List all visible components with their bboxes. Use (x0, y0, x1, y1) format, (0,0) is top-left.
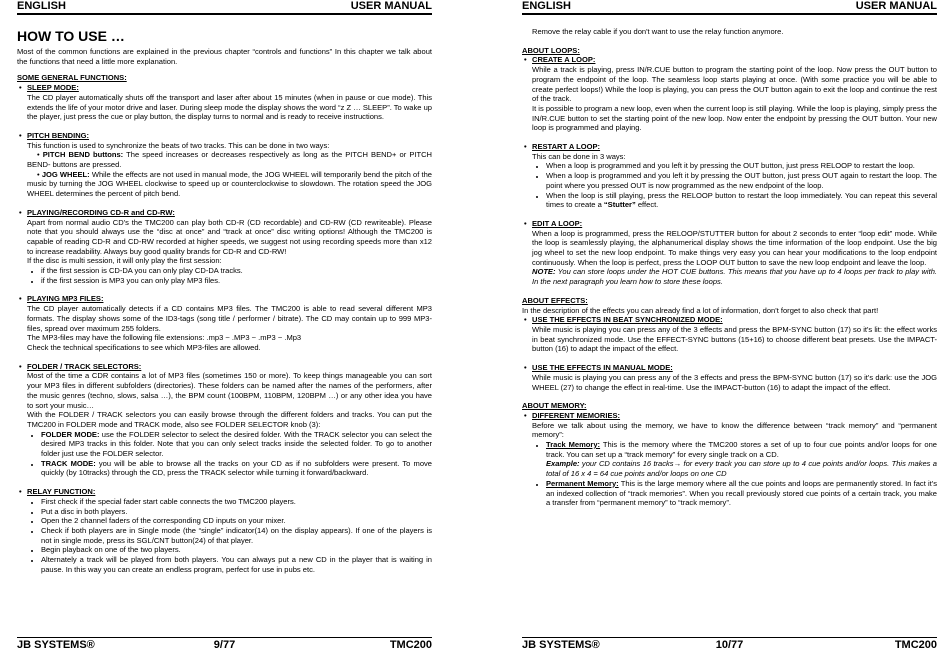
right-page (522, 0, 937, 654)
restart-item-3-text: When the loop is still playing, press the RELOOP button to restart the loop immediately. You can repeat this several times to create a (546, 190, 937, 210)
section-heading-effects: ABOUT EFFECTS: (522, 295, 588, 305)
create-loop-text-2: It is possible to program a new loop, even when the current loop is still playing. While the loop is playing, simply press the IN/R.CUE button to set the starting point of the new loop. Now enter the endpoint by pressing the OUT button. Your new loop is programmed and playing. (532, 103, 937, 133)
list-item: • Put a disc in both players. (41, 507, 432, 517)
edit-loop-text: When a loop is programmed, press the RELOOP/STUTTER button for about 2 seconds to enter “loop edit” mode. While the loop is seamlessly playing, the alphanumerical display shows the time information of the loop endpoint. Use the big jog wheel to set the new loop endpoint. To make things very easy you can hear your modifications to the loop endpoint continuously. When the loop is perfect, press the LOOP OUT button to save the new loop endpoint and leave the loop. (532, 228, 937, 267)
track-memory-text: This is the memory where the TMC200 stores a set of up to four cue points and/or loops for one track. You can set up a “track memory” for every single track on a CD. (546, 440, 937, 459)
list-item (41, 459, 432, 478)
subheading-different-memories: • DIFFERENT MEMORIES: (522, 411, 937, 421)
footer-model: TMC200 (894, 639, 937, 651)
header-manual-title: USER MANUAL (350, 0, 432, 12)
stutter-label: “Stutter” (603, 200, 636, 210)
list-item: • Begin playback on one of the two players. (41, 545, 432, 555)
restart-item-3-end: effect. (635, 200, 659, 210)
list-item: • Open the 2 channel faders of the corresponding CD inputs on your mixer. (41, 516, 432, 526)
header-language: ENGLISH (17, 0, 66, 12)
subheading-folder: • FOLDER / TRACK SELECTORS: (17, 362, 432, 372)
page-footer (522, 637, 937, 652)
subheading-manual-mode: • USE THE EFFECTS IN MANUAL MODE: (522, 363, 937, 373)
note-label: NOTE: (532, 267, 556, 277)
mp3-text-3: Check the technical specifications to see which MP3-files are allowed. (27, 342, 261, 352)
cd-list (17, 266, 432, 285)
manual-mode-text: While music is playing you can press any of the 3 effects and press the BPM-SYNC button (17) so it's dark: use the JOG WHEEL (27) to change the effect in real-time. Use the IMPACT-button (16) to adapt the impact of the effect. (532, 372, 937, 392)
track-mode-label: TRACK MODE: (41, 458, 96, 468)
folder-mode-text: use the FOLDER selector to select the desired folder. With the TRACK selector you can select the desired MP3 tracks in this folder. Note that you can only select tracks inside the selected folder. To go to another folder just use the FOLDER selector. (41, 429, 432, 459)
memory-list (522, 440, 937, 508)
folder-text-2: With the FOLDER / TRACK selectors you can easily browse through the different folders and tracks. You can put the TMC200 in FOLDER mode and TRACK mode, also see FOLDER SELECTOR knob (3): (27, 410, 432, 429)
track-memory-label: Track Memory: (546, 440, 601, 450)
example-label: Example: (546, 459, 580, 469)
pitch-bullet-buttons-label: PITCH BEND buttons: (42, 150, 124, 160)
pitch-bullet-jog-text: While the effects are not used in manual mode, the JOG WHEEL will temporarily bend the pitch of the music by turning the JOG WHEEL clockwise to speed up or counterclockwise to slowdown. The rotation speed the JOG WHEEL determines the percent of pitch bend. (27, 169, 432, 199)
subheading-restart-loop: • RESTART A LOOP: (522, 142, 937, 152)
pitch-bullet-buttons-text: The speed increases or decreases respectively as long as the PITCH BEND+ or PITCH BEND- buttons are pressed. (27, 150, 432, 170)
footer-page-number: 9/77 (213, 639, 236, 651)
mp3-text: The CD player automatically detects if a CD contains MP3 files. The TMC200 is able to read several different MP3 formats. The display shows some of the ID3-tags (song title / performer / bitrate). The CD may contain up to 999 MP3- files, spread over maximum 255 folders. (27, 304, 432, 333)
subheading-edit-loop: • EDIT A LOOP: (522, 219, 937, 229)
page-footer (17, 637, 432, 652)
note-text: You can store loops under the HOT CUE buttons. This means that you have up to 4 loops per track to play with. In the next paragraph you learn how to store these loops. (532, 267, 937, 287)
pitch-bullet-jog-label: JOG WHEEL: (41, 169, 90, 179)
example-line (546, 459, 937, 478)
list-item: • Alternately a track will be played from both players. You can always put a new CD in the player that is waiting in pause. In this way you can create an endless program, perfect for use in pubs etc. (41, 555, 432, 574)
folder-text: Most of the time a CDR contains a lot of MP3 files (sometimes 150 or more). To keep things manageable you can sort your MP3 files in different subfolders (directories). These folders can be named after the names of the performers, after the music genres (techno, slows, salsa …), the BPM count (100BPM, 110BPM, 120BPM …) or any other idea you have to sort your music… (27, 371, 432, 410)
example-text: your CD contains 16 tracks→ for every track you can store up to 4 cue points and/or loops. This makes a total of 16 x 4 = 64 cue points and/or loops on one CD (546, 459, 937, 479)
effects-text: In the description of the effects you can already find a lot of information, don't forget to also check that part! (522, 305, 879, 315)
section-heading-loops: ABOUT LOOPS: (522, 45, 580, 55)
footer-model: TMC200 (389, 639, 432, 651)
subheading-pitch: • PITCH BENDING: (17, 131, 432, 141)
list-item: • First check if the special fader start cable connects the two TMC200 players. (41, 497, 432, 507)
restart-loop-text: This can be done in 3 ways: (532, 151, 626, 161)
section-heading-general: SOME GENERAL FUNCTIONS: (17, 73, 127, 83)
pitch-bullet-jog: • JOG WHEEL: While the effects are not used in manual mode, the JOG WHEEL will temporarily bend the pitch of the music by turning the JOG WHEEL clockwise to speed up or counterclockwise to slowdown. The rotation speed the JOG WHEEL determines the percent of pitch bend. (27, 169, 432, 199)
page-title: HOW TO USE … (17, 28, 125, 44)
left-page (17, 0, 432, 654)
footer-brand: JB SYSTEMS® (522, 639, 600, 651)
relay-list (17, 497, 432, 575)
list-item: • if the first session is CD-DA you can only play CD-DA tracks. (41, 266, 432, 276)
list-item (546, 191, 937, 210)
left-content (17, 22, 432, 574)
list-item (546, 440, 937, 479)
footer-page-number: 10/77 (715, 639, 744, 651)
track-mode-text: you will be able to browse all the tracks on your CD as if no subfolders were present. To move quickly (by 10tracks) through the CD, press the TRACK selector while turning it forward/backward. (41, 458, 432, 478)
page-header (522, 0, 937, 15)
mp3-text-2: The MP3-files may have the following file extensions: .mp3 ~ .MP3 ~ .mP3 ~ .Mp3 (27, 333, 302, 343)
page-header (17, 0, 432, 15)
section-heading-memory: ABOUT MEMORY: (522, 401, 587, 411)
list-item (546, 479, 937, 508)
header-language: ENGLISH (522, 0, 571, 12)
beat-sync-text: While music is playing you can press any of the 3 effects and press the BPM-SYNC button (17) so it's lit: the effect works in beat synchronized mode. Use the EFFECT-SYNC buttons (15+16) to choose different beat presets. Use the IMPACT-button (16) to adapt the impact of the effect. (532, 324, 937, 354)
subheading-beat-sync: • USE THE EFFECTS IN BEAT SYNCHRONIZED MODE: (522, 315, 937, 325)
list-item: • if the first session is MP3 you can only play MP3 files. (41, 276, 432, 286)
intro-text: Most of the common functions are explained in the previous chapter “controls and functions” In this chapter we talk about the functions that need a little more explanation. (17, 47, 432, 66)
folder-mode-label: FOLDER MODE: (41, 429, 100, 439)
list-item: • Check if both players are in Single mode (the “single” indicator(14) on the display appears). If one of the players is not in single mode, press its SGL/CNT button(24) of that player. (41, 526, 432, 545)
cd-text-2: If the disc is multi session, it will only play the first session: (27, 256, 222, 266)
subheading-create-loop: • CREATE A LOOP: (522, 55, 937, 65)
subheading-sleep: • SLEEP MODE: (17, 83, 432, 93)
header-manual-title: USER MANUAL (855, 0, 937, 12)
footer-brand: JB SYSTEMS® (17, 639, 95, 651)
list-item (41, 430, 432, 459)
sleep-text: The CD player automatically shuts off the transport and laser after about 15 minutes (when in pause or cue mode). This extends the life of your motor drive and laser. During sleep mode the display shows the word “z Z … SLEEP”. To wake up the player, just press the cue or play button, the display turns to normal and is ready to receive instructions. (27, 92, 432, 122)
create-loop-text: While a track is playing, press IN/R.CUE button to program the starting point of the loop. Now press the OUT button to program the endpoint of the loop. The seamless loop starts playing at once. (With some practice you will be able to create perfect loops!) While the loop is playing, you can press the OUT button again to exit the loop and continue the rest of the track. (532, 65, 937, 104)
folder-list (17, 430, 432, 479)
pitch-bullet-buttons: • PITCH BEND buttons: The speed increases or decreases respectively as long as the PITCH BEND+ or PITCH BEND- buttons are pressed. (27, 150, 432, 170)
edit-loop-note (522, 267, 937, 286)
different-memories-text: Before we talk about using the memory, we have to know the difference between “track memory” and “permanent memory”: (532, 420, 937, 440)
relay-continued-text: Remove the relay cable if you don't want to use the relay function anymore. (532, 27, 784, 36)
subheading-mp3: • PLAYING MP3 FILES: (17, 294, 432, 304)
list-item: • When a loop is programmed and you left it by pressing the OUT button, just press OUT again to restart the loop. The point where you pressed OUT is now programmed as the new endpoint of the loop. (546, 171, 937, 190)
right-content (522, 27, 937, 508)
subheading-cd: • PLAYING/RECORDING CD-R and CD-RW: (17, 208, 432, 218)
permanent-memory-text: This is the large memory where all the cue points and loops are permanently stored. In fact it's an indexed collection of “track memories”. When you recall previously stored cue points of a certain track, you make a transfer from “permanent memory” to “track memory”. (546, 478, 937, 508)
subheading-relay: • RELAY FUNCTION: (17, 487, 432, 497)
list-item: • When a loop is programmed and you left it by pressing the OUT button, just press RELOOP to restart the loop. (546, 161, 937, 171)
pitch-text: This function is used to synchronize the beats of two tracks. This can be done in two ways: (27, 140, 330, 150)
cd-text: Apart from normal audio CD's the TMC200 can play both CD-R (CD recordable) and CD-RW (CD rewriteable). Please note that you should always use the “disc at once” and “track at once” disc writing options! Although the TMC200 is capable of reading CD-R and CD-RW recorded at higher speeds, we suggest not using recording speeds more than x12 to increase readability. Always buy good quality brands for CD-R and CD-RW! (27, 217, 432, 256)
permanent-memory-label: Permanent Memory: (546, 478, 619, 488)
restart-list (522, 161, 937, 210)
